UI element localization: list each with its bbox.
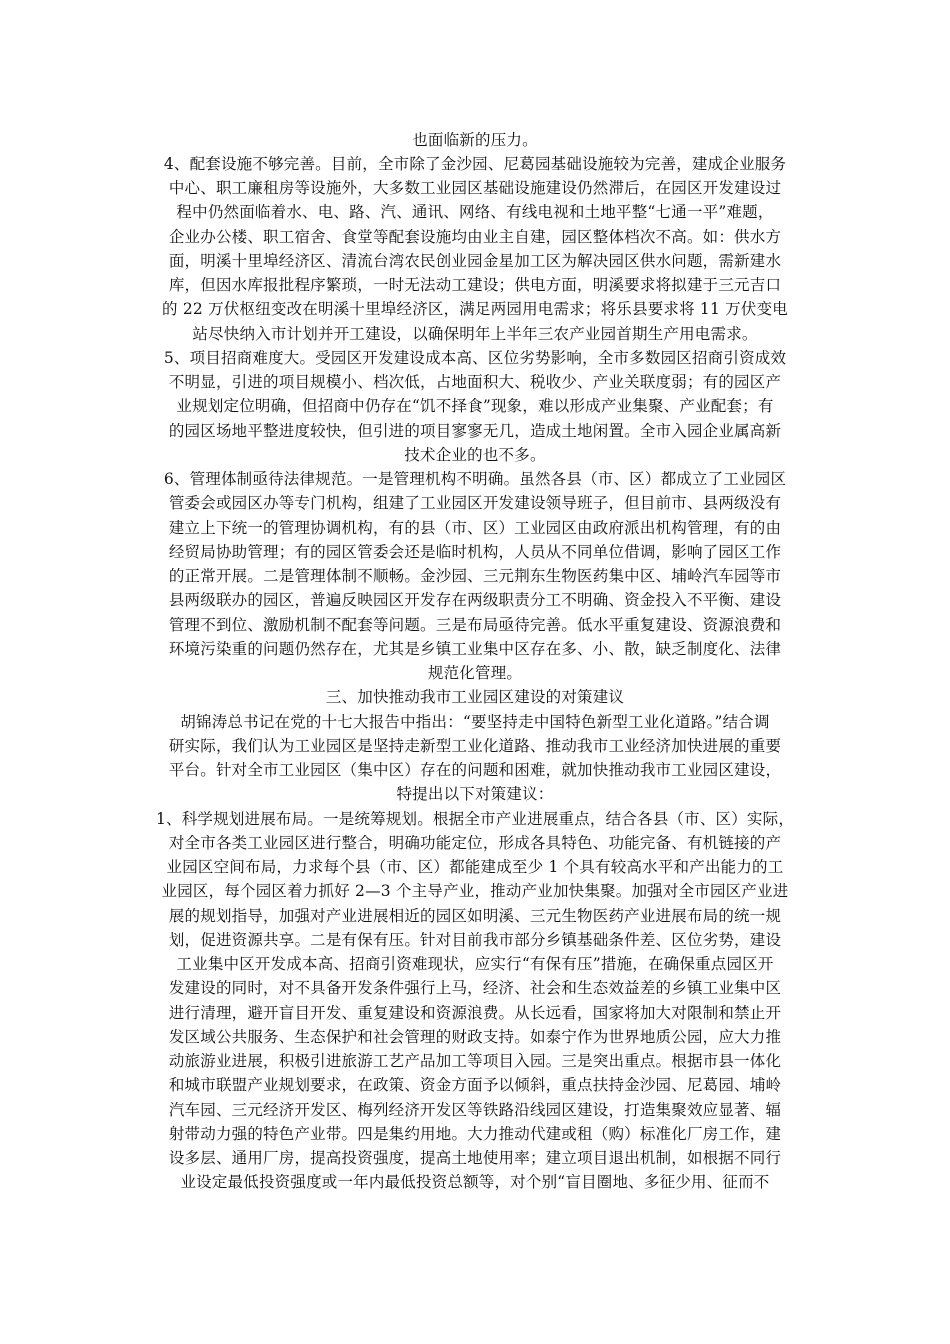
- text-line: 规范化管理。: [427, 664, 523, 682]
- text-line: 业设定最低投资强度或一年内最低投资总额等，对个别“盲目圈地、多征少用、征而不: [180, 1173, 770, 1191]
- text-line: 平台。针对全市工业园区（集中区）存在的问题和困难，就加快推动我市工业园区建设，: [168, 761, 782, 779]
- text-line: 射带动力强的特色产业带。四是集约用地。大力推动代建或租（购）标准化厂房工作，建: [168, 1125, 782, 1143]
- text-line: 对全市各类工业园区进行整合，明确功能定位，形成各具特色、功能完备、有机链接的产: [168, 834, 782, 852]
- section-heading: 三、加快推动我市工业园区建设的对策建议: [325, 688, 625, 706]
- text-line: 展的规划指导，加强对产业进展相近的园区如明溪、三元生物医药产业进展布局的统一规: [168, 907, 782, 925]
- text-line: 业规划定位明确，但招商中仍存在“饥不择食”现象，难以形成产业集聚、产业配套；有: [176, 397, 774, 415]
- text-line: 和城市联盟产业规划要求，在政策、资金方面予以倾斜，重点扶持金沙园、尼葛园、埔岭: [168, 1076, 782, 1094]
- text-line: 业园区，每个园区着力抓好 2—3 个主导产业，推动产业加快集聚。加强对全市园区产业进: [161, 882, 789, 900]
- text-line: 面，明溪十里埠经济区、清流台湾农民创业园金星加工区为解决园区供水问题，需新建水: [168, 252, 782, 270]
- text-line: 库，但因水库报批程序繁琐，一时无法动工建设；供电方面，明溪要求将拟建于三元吉口: [168, 276, 782, 294]
- text-line: 程中仍然面临着水、电、路、汽、通讯、网络、有线电视和土地平整“七通一平”难题，: [176, 203, 774, 221]
- text-line: 发建设的同时，对不具备开发条件强行上马，经济、社会和生态效益差的乡镇工业集中区: [168, 979, 782, 997]
- text-line: 工业集中区开发成本高、招商引资难现状，应实行“有保有压”措施，在确保重点园区开: [176, 955, 774, 973]
- text-line: 设多层、通用厂房，提高投资强度，提高土地使用率；建立项目退出机制，如根据不同行: [168, 1149, 782, 1167]
- text-line: 不明显，引进的项目规模小、档次低，占地面积大、税收少、产业关联度弱；有的园区产: [168, 373, 782, 391]
- text-line: 5、项目招商难度大。受园区开发建设成本高、区位劣势影响，全市多数园区招商引资成效: [163, 349, 787, 367]
- text-line: 业园区空间布局，力求每个县（市、区）都能建成至少 1 个具有较高水平和产出能力的工: [166, 858, 784, 876]
- text-line: 县两级联办的园区，普遍反映园区开发存在两级职责分工不明确、资金投入不平衡、建设: [168, 591, 782, 609]
- text-line: 站尽快纳入市计划并开工建设，以确保明年上半年三农产业园首期生产用电需求。: [192, 325, 758, 343]
- text-line: 特提出以下对策建议：: [396, 785, 554, 803]
- text-line: 管委会或园区办等专门机构，组建了工业园区开发建设领导班子，但目前市、县两级没有: [168, 494, 782, 512]
- text-line: 1、科学规划进展布局。一是统筹规划。根据全市产业进展重点，结合各县（市、区）实际，: [155, 810, 795, 828]
- text-line: 经贸局协助管理；有的园区管委会还是临时机构，人员从不同单位借调，影响了园区工作: [168, 543, 782, 561]
- text-line: 6、管理体制亟待法律规范。一是管理机构不明确。虽然各县（市、区）都成立了工业园区: [163, 470, 787, 488]
- text-line: 企业办公楼、职工宿舍、食堂等配套设施均由业主自建，园区整体档次不高。如：供水方: [168, 228, 782, 246]
- text-line: 的正常开展。二是管理体制不顺畅。金沙园、三元荆东生物医药集中区、埔岭汽车园等市: [168, 567, 782, 585]
- text-line: 4、配套设施不够完善。目前，全市除了金沙园、尼葛园基础设施较为完善，建成企业服务: [163, 155, 787, 173]
- text-line: 环境污染重的问题仍然存在，尤其是乡镇工业集中区存在多、小、散，缺乏制度化、法律: [168, 640, 782, 658]
- text-line: 划，促进资源共享。二是有保有压。针对目前我市部分乡镇基础条件差、区位劣势，建设: [168, 931, 782, 949]
- text-line: 胡锦涛总书记在党的十七大报告中指出：“要坚持走中国特色新型工业化道路。”结合调: [180, 713, 770, 731]
- text-line: 动旅游业进展，积极引进旅游工艺产品加工等项目入园。三是突出重点。根据市县一体化: [168, 1052, 782, 1070]
- text-line: 的园区场地平整进度较快，但引进的项目寥寥无几，造成土地闲置。全市入园企业属高新: [168, 422, 782, 440]
- text-line: 的 22 万伏枢纽变改在明溪十里埠经济区，满足两园用电需求；将乐县要求将 11 万伏变电: [162, 300, 788, 318]
- text-line: 研实际，我们认为工业园区是坚持走新型工业化道路、推动我市工业经济加快进展的重要: [168, 737, 782, 755]
- text-line: 中心、职工廉租房等设施外，大多数工业园区基础设施建设仍然滞后，在园区开发建设过: [168, 179, 782, 197]
- text-line: 建立上下统一的管理协调机构，有的县（市、区）工业园区由政府派出机构管理，有的由: [168, 519, 782, 537]
- text-line: 进行清理，避开盲目开发、重复建设和资源浪费。从长远看，国家将加大对限制和禁止开: [168, 1004, 782, 1022]
- text-line: 也面临新的压力。: [412, 131, 538, 149]
- text-line: 发区域公共服务、生态保护和社会管理的财政支持。如泰宁作为世界地质公园，应大力推: [168, 1028, 782, 1046]
- text-line: 管理不到位、激励机制不配套等问题。三是布局亟待完善。低水平重复建设、资源浪费和: [168, 616, 782, 634]
- text-line: 汽车园、三元经济开发区、梅列经济开发区等铁路沿线园区建设，打造集聚效应显著、辐: [168, 1101, 782, 1119]
- text-line: 技术企业的也不多。: [404, 446, 546, 464]
